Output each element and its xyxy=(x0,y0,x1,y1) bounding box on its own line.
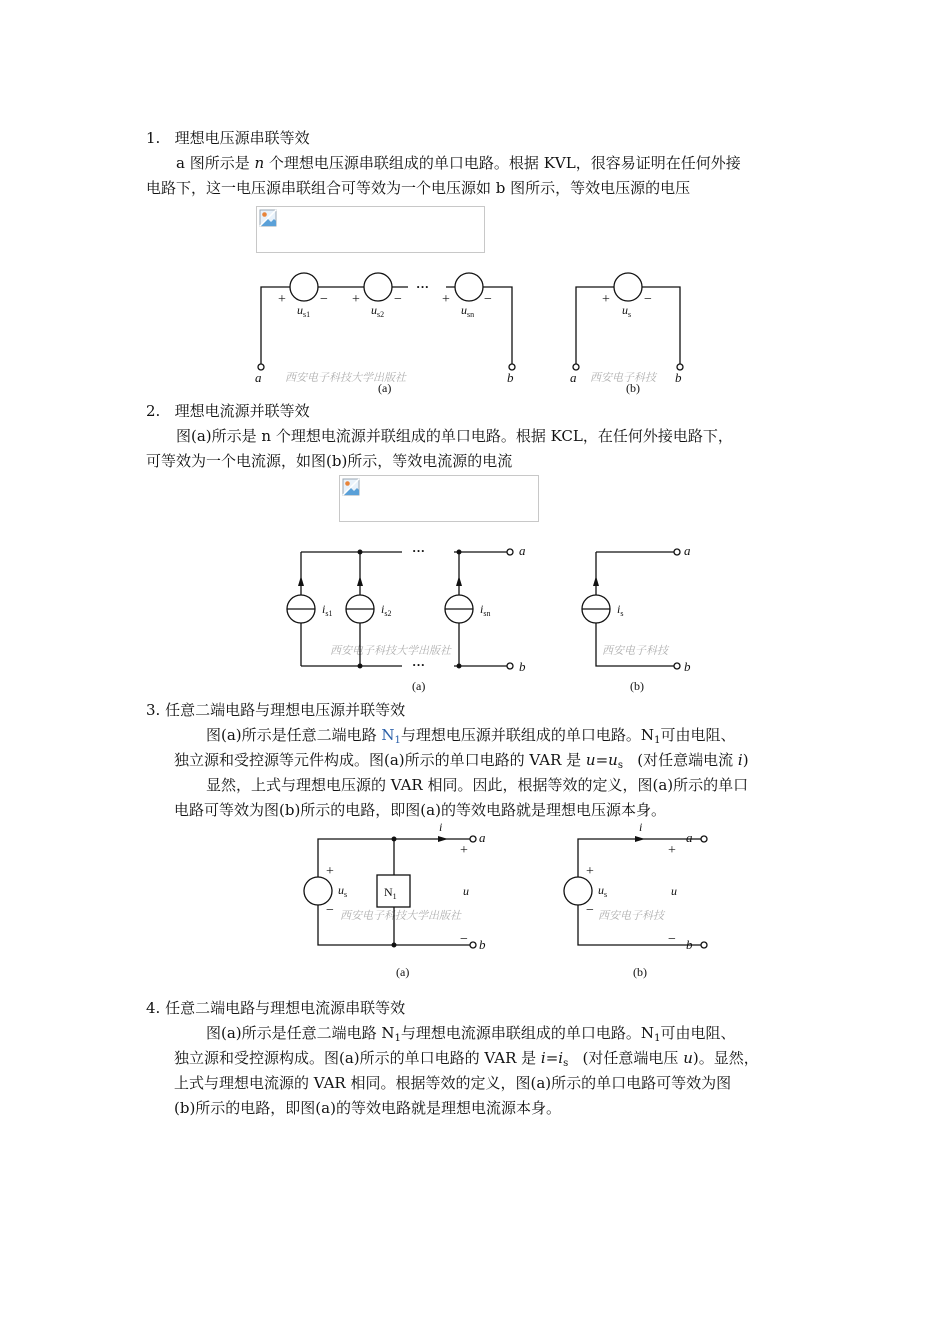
section-4-heading: 4. 任意二端电路与理想电流源串联等效 xyxy=(146,999,406,1017)
terminal-b: b xyxy=(686,937,693,952)
section-4-para-line-1: 图(a)所示是任意二端电路 $N_1$与理想电流源串联组成的单口电路。$N_1$可由电阻、 xyxy=(206,1024,736,1044)
minus-sign: − xyxy=(326,903,334,918)
plus-sign: + xyxy=(668,843,676,858)
n1-box-label: $N_1$ xyxy=(384,885,397,901)
source-label-is1: $i_{s1}$ xyxy=(322,602,333,618)
plus-sign: + xyxy=(278,292,286,307)
caption-b: (b) xyxy=(626,381,640,395)
watermark: 西安电子科技 xyxy=(590,372,656,384)
section-3-para-line-2: 独立源和受控源等元件构成。图(a)所示的单口电路的 VAR 是 $u=u_s$ (对任意端电流 i) xyxy=(174,751,749,771)
caption-b: (b) xyxy=(630,679,644,693)
section-3-heading: 3. 任意二端电路与理想电压源并联等效 xyxy=(146,701,406,719)
section-4-para-line-2: 独立源和受控源构成。图(a)所示的单口电路的 VAR 是 $i=i_s$ (对任意端电压 u)。显然， xyxy=(174,1049,759,1069)
watermark: 西安电子科技大学出版社 xyxy=(330,645,451,657)
section-3-para-line-1: 图(a)所示是任意二端电路 $N_1$与理想电压源并联组成的单口电路。$N_1$可由电阻、 xyxy=(206,726,736,746)
voltage-label-u: u xyxy=(463,884,469,898)
section-1-heading: 1. 理想电压源串联等效 xyxy=(146,129,310,147)
terminal-a: a xyxy=(686,830,693,845)
watermark: 西安电子科技大学出版社 xyxy=(285,372,406,384)
section-2-heading: 2. 理想电流源并联等效 xyxy=(146,402,310,420)
source-label-us: $u_s$ xyxy=(622,303,632,319)
terminal-b: b xyxy=(519,659,526,674)
caption-a: (a) xyxy=(412,679,426,693)
source-label-us1: $u_{s1}$ xyxy=(297,303,311,319)
terminal-a: a xyxy=(570,370,577,385)
minus-sign: − xyxy=(668,932,676,947)
figure-parallel-current-sources xyxy=(290,538,710,696)
plus-sign: + xyxy=(326,864,334,879)
broken-image-icon xyxy=(259,209,277,227)
watermark: 西安电子科技 xyxy=(602,645,668,657)
minus-sign: − xyxy=(320,292,328,307)
caption-b: (b) xyxy=(633,965,647,979)
formula-image-placeholder-2 xyxy=(339,475,539,522)
plus-sign: + xyxy=(442,292,450,307)
section-4-para-line-3: 上式与理想电流源的 VAR 相同。根据等效的定义，图(a)所示的单口电路可等效为图 xyxy=(174,1074,732,1092)
plus-sign: + xyxy=(602,292,610,307)
section-2-para-line-2: 可等效为一个电流源，如图(b)所示，等效电流源的电流 xyxy=(146,452,513,470)
minus-sign: − xyxy=(586,903,594,918)
voltage-label-u: u xyxy=(671,884,677,898)
source-label-us: $u_s$ xyxy=(338,883,348,899)
formula-image-placeholder-1 xyxy=(256,206,485,253)
minus-sign: − xyxy=(394,292,402,307)
broken-image-icon xyxy=(342,478,360,496)
watermark: 西安电子科技 xyxy=(598,910,664,922)
section-4-para-line-4: (b)所示的电路，即图(a)的等效电路就是理想电流源本身。 xyxy=(174,1099,561,1117)
minus-sign: − xyxy=(484,292,492,307)
section-3-para-line-3: 显然，上式与理想电压源的 VAR 相同。因此，根据等效的定义，图(a)所示的单口 xyxy=(206,776,749,794)
terminal-a: a xyxy=(684,543,691,558)
terminal-a: a xyxy=(255,370,262,385)
terminal-b: b xyxy=(675,370,682,385)
current-label-i: i xyxy=(439,820,443,834)
figure-voltage-source-parallel xyxy=(300,822,710,982)
terminal-a: a xyxy=(519,543,526,558)
source-label-usn: $u_{sn}$ xyxy=(461,303,475,319)
caption-a: (a) xyxy=(396,965,410,979)
minus-sign: − xyxy=(644,292,652,307)
source-label-is2: $i_{s2}$ xyxy=(381,602,392,618)
terminal-b: b xyxy=(479,937,486,952)
source-label-us2: $u_{s2}$ xyxy=(371,303,385,319)
figure-series-voltage-sources xyxy=(250,268,710,396)
section-1-para-line-1: a 图所示是 n 个理想电压源串联组成的单口电路。根据 KVL，很容易证明在任何外接 xyxy=(176,154,741,172)
source-label-is: $i_s$ xyxy=(617,602,624,618)
section-3-para-line-4: 电路可等效为图(b)所示的电路，即图(a)的等效电路就是理想电压源本身。 xyxy=(174,801,666,819)
section-1-para-line-2: 电路下，这一电压源串联组合可等效为一个电压源如 b 图所示，等效电压源的电压 xyxy=(146,179,691,197)
source-label-isn: $i_{sn}$ xyxy=(480,602,491,618)
ellipsis: ··· xyxy=(412,657,426,672)
plus-sign: + xyxy=(352,292,360,307)
watermark: 西安电子科技大学出版社 xyxy=(340,910,461,922)
terminal-a: a xyxy=(479,830,486,845)
minus-sign: − xyxy=(460,932,468,947)
current-label-i: i xyxy=(639,820,643,834)
plus-sign: + xyxy=(586,864,594,879)
terminal-b: b xyxy=(684,659,691,674)
source-label-us: $u_s$ xyxy=(598,883,608,899)
ellipsis: ··· xyxy=(412,543,426,558)
plus-sign: + xyxy=(460,843,468,858)
terminal-b: b xyxy=(507,370,514,385)
section-2-para-line-1: 图(a)所示是 n 个理想电流源并联组成的单口电路。根据 KCL，在任何外接电路下， xyxy=(176,427,733,445)
ellipsis: ··· xyxy=(416,279,430,294)
caption-a: (a) xyxy=(378,381,392,395)
